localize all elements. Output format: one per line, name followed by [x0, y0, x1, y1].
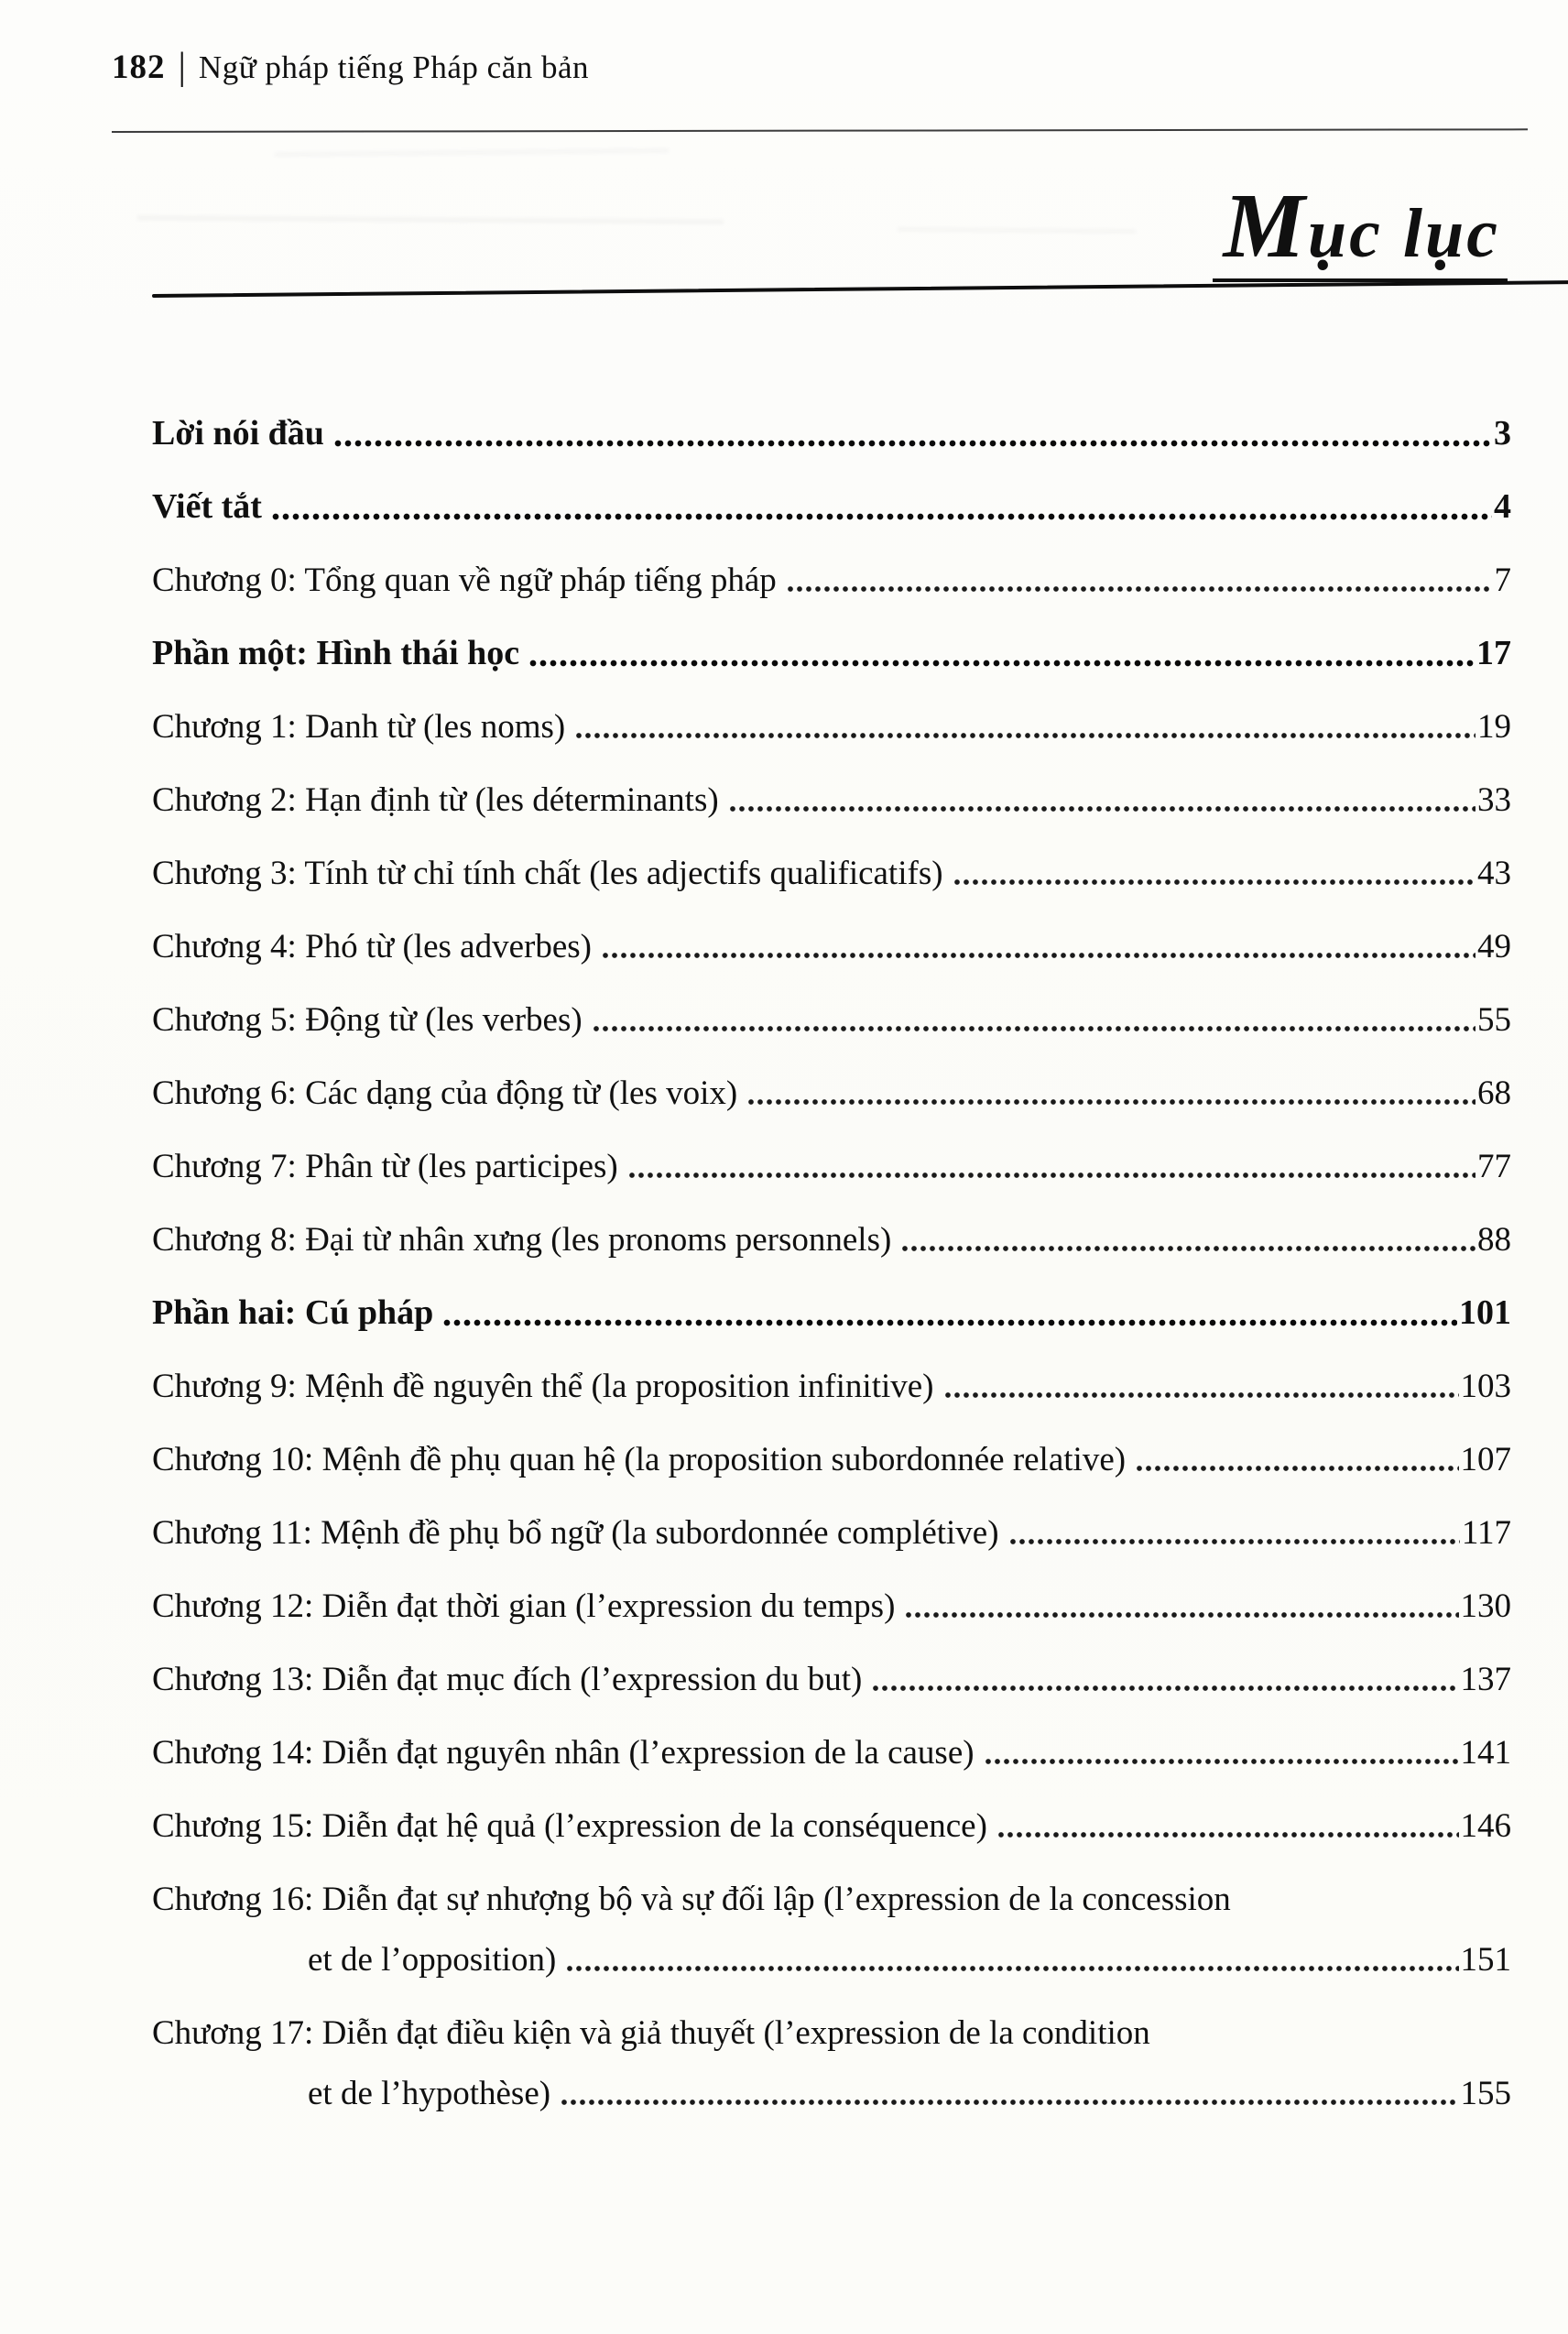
toc-entry-label: Chương 4: Phó từ (les adverbes)	[152, 928, 592, 966]
dot-leader	[627, 1170, 1475, 1181]
header-separator: |	[178, 46, 186, 88]
dot-leader	[560, 2097, 1458, 2108]
toc-page-number: 33	[1477, 781, 1511, 820]
toc-entry	[152, 1700, 1511, 1773]
toc-entry-label: Viết tắt	[152, 487, 262, 527]
toc-page-number: 68	[1477, 1074, 1511, 1113]
toc-page-number: 43	[1477, 855, 1511, 893]
toc-entry	[152, 1773, 1511, 1847]
toc-page-number: 7	[1494, 562, 1511, 600]
toc-entry	[152, 1554, 1511, 1627]
toc-entry	[152, 381, 1511, 454]
toc-page-number: 55	[1477, 1001, 1511, 1040]
toc-entry	[152, 967, 1511, 1041]
toc-entry	[152, 1407, 1511, 1480]
toc-page-number: 17	[1476, 634, 1511, 673]
toc-entry-label: Chương 15: Diễn đạt hệ quả (l’expression de la conséquence)	[152, 1807, 987, 1846]
dot-leader	[900, 1243, 1475, 1254]
toc-entry-label-line2: et de l’opposition)	[308, 1941, 557, 1980]
title-divider-line	[152, 280, 1568, 298]
toc-entry	[152, 601, 1511, 674]
toc-entry-label: Chương 9: Mệnh đề nguyên thể (la proposition infinitive)	[152, 1368, 934, 1406]
toc-page-number: 19	[1477, 708, 1511, 747]
dot-leader	[1135, 1463, 1458, 1474]
dot-leader	[871, 1683, 1458, 1694]
toc-entry	[152, 1627, 1511, 1700]
toc-page-number: 117	[1461, 1514, 1511, 1553]
toc-entry-label: Phần một: Hình thái học	[152, 634, 520, 673]
dot-leader	[601, 950, 1475, 961]
toc-entry-label: Chương 7: Phân từ (les participes)	[152, 1148, 618, 1186]
scan-artifact	[898, 228, 1136, 233]
toc-entry-label: Chương 0: Tổng quan về ngữ pháp tiếng pháp	[152, 562, 777, 600]
toc-entry-label: Chương 13: Diễn đạt mục đích (l’expression du but)	[152, 1661, 863, 1699]
toc-page-number: 101	[1459, 1293, 1511, 1333]
toc-entry	[152, 1980, 1511, 2054]
toc-entry-label: Phần hai: Cú pháp	[152, 1293, 434, 1333]
toc-entry	[152, 1187, 1511, 1260]
dot-leader	[746, 1096, 1475, 1107]
toc-entry-label: Chương 16: Diễn đạt sự nhượng bộ và sự đối lập (l’expression de la concession	[152, 1881, 1231, 1919]
toc-list	[152, 381, 1511, 2114]
toc-entry-label: Chương 11: Mệnh đề phụ bổ ngữ (la subordonnée complétive)	[152, 1514, 999, 1553]
dot-leader	[943, 1390, 1459, 1401]
dot-leader	[1008, 1536, 1460, 1547]
toc-entry-label: Chương 3: Tính từ chỉ tính chất (les adjectifs qualificatifs)	[152, 855, 943, 893]
toc-page-number: 3	[1494, 414, 1511, 453]
dot-leader	[574, 730, 1475, 741]
toc-page-number: 130	[1460, 1587, 1511, 1626]
header-divider-line	[112, 128, 1528, 133]
page-title: Mục lục	[1213, 176, 1508, 282]
toc-entry	[152, 1260, 1511, 1334]
dot-leader	[996, 1829, 1459, 1840]
toc-page-number: 88	[1477, 1221, 1511, 1260]
book-title: Ngữ pháp tiếng Pháp căn bản	[198, 49, 590, 85]
toc-entry	[152, 454, 1511, 528]
toc-entry	[152, 1480, 1511, 1554]
toc-entry	[152, 821, 1511, 894]
toc-entry-label: Chương 8: Đại từ nhân xưng (les pronoms personnels)	[152, 1221, 892, 1260]
toc-entry-label: Chương 14: Diễn đạt nguyên nhân (l’expression de la cause)	[152, 1734, 975, 1772]
scan-artifact	[137, 216, 724, 224]
dot-leader	[565, 1963, 1458, 1974]
running-header	[112, 44, 589, 88]
dot-leader	[728, 803, 1475, 814]
current-page-number: 182	[112, 49, 166, 86]
toc-entry	[152, 528, 1511, 601]
toc-entry	[152, 1847, 1511, 1920]
toc-entry-label: Lời nói đầu	[152, 414, 324, 453]
toc-entry-label: Chương 10: Mệnh đề phụ quan hệ (la proposition subordonnée relative)	[152, 1441, 1127, 1479]
dot-leader	[984, 1756, 1459, 1767]
toc-entry-label-line2: et de l’hypothèse)	[308, 2075, 551, 2113]
toc-entry-continuation	[152, 1920, 1511, 1980]
dot-leader	[333, 438, 1492, 449]
toc-page-number: 137	[1460, 1661, 1511, 1699]
toc-entry	[152, 1334, 1511, 1407]
dot-leader	[528, 658, 1475, 669]
toc-page-number: 4	[1494, 487, 1511, 527]
toc-entry	[152, 747, 1511, 821]
toc-page-number: 77	[1477, 1148, 1511, 1186]
toc-entry	[152, 674, 1511, 747]
toc-entry-label: Chương 12: Diễn đạt thời gian (l’expression du temps)	[152, 1587, 896, 1626]
toc-entry-continuation	[152, 2054, 1511, 2114]
toc-entry	[152, 1041, 1511, 1114]
toc-entry	[152, 894, 1511, 967]
toc-page-number: 155	[1460, 2075, 1511, 2113]
toc-entry-label: Chương 17: Diễn đạt điều kiện và giả thuyết (l’expression de la condition	[152, 2014, 1150, 2053]
toc-entry	[152, 1114, 1511, 1187]
toc-page-number: 151	[1460, 1941, 1511, 1980]
toc-entry-label: Chương 2: Hạn định từ (les déterminants)	[152, 781, 719, 820]
toc-page-number: 103	[1460, 1368, 1511, 1406]
toc-page-number: 141	[1460, 1734, 1511, 1772]
toc-page-number: 107	[1460, 1441, 1511, 1479]
scan-artifact	[275, 149, 669, 157]
dot-leader	[786, 584, 1493, 594]
toc-entry-label: Chương 1: Danh từ (les noms)	[152, 708, 566, 747]
dot-leader	[592, 1023, 1475, 1034]
dot-leader	[271, 511, 1492, 522]
toc-page-number: 49	[1477, 928, 1511, 966]
toc-entry-label: Chương 6: Các dạng của động từ (les voix)	[152, 1074, 738, 1113]
toc-page-number: 146	[1460, 1807, 1511, 1846]
dot-leader	[953, 877, 1475, 888]
toc-entry-label: Chương 5: Động từ (les verbes)	[152, 1001, 583, 1040]
dot-leader	[904, 1609, 1458, 1620]
dot-leader	[442, 1317, 1457, 1328]
